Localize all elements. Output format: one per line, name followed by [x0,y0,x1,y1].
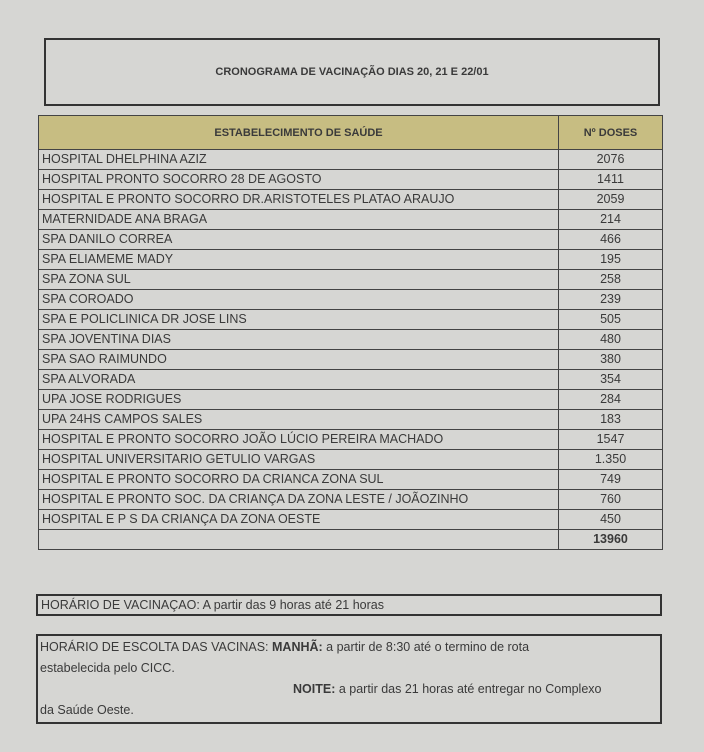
table-row [39,290,663,310]
doses-value: 195 [559,250,663,270]
establishment-name: HOSPITAL UNIVERSITARIO GETULIO VARGAS [39,450,559,470]
night-text-cont: da Saúde Oeste. [40,703,134,717]
establishment-name: SPA E POLICLINICA DR JOSE LINS [39,310,559,330]
morning-text: a partir de 8:30 até o termino de rota [322,640,530,654]
table-row [39,450,663,470]
table-row [39,370,663,390]
doses-value: 354 [559,370,663,390]
establishment-name: UPA 24HS CAMPOS SALES [39,410,559,430]
table-row [39,330,663,350]
establishment-name: SPA ELIAMEME MADY [39,250,559,270]
document-title: CRONOGRAMA DE VACINAÇÃO DIAS 20, 21 E 22/01 [215,66,489,78]
doses-value: 760 [559,490,663,510]
table-row [39,390,663,410]
establishment-name: SPA ZONA SUL [39,270,559,290]
doses-value: 2059 [559,190,663,210]
doses-value: 450 [559,510,663,530]
doses-value: 1.350 [559,450,663,470]
table-row [39,230,663,250]
table-row [39,470,663,490]
table-row [39,250,663,270]
doses-value: 239 [559,290,663,310]
table-row [39,170,663,190]
doses-value: 214 [559,210,663,230]
escort-hours-box [36,634,662,724]
establishment-name: SPA SAO RAIMUNDO [39,350,559,370]
establishment-name: HOSPITAL E P S DA CRIANÇA DA ZONA OESTE [39,510,559,530]
total-doses: 13960 [559,530,663,550]
vaccination-table [38,115,663,550]
establishment-name: UPA JOSE RODRIGUES [39,390,559,410]
doses-value: 480 [559,330,663,350]
total-row [39,530,663,550]
table-row [39,350,663,370]
night-text: a partir das 21 horas até entregar no Complexo [335,682,602,696]
table-row [39,510,663,530]
doses-value: 2076 [559,150,663,170]
establishment-name: SPA JOVENTINA DIAS [39,330,559,350]
table-row [39,150,663,170]
escort-label: HORÁRIO DE ESCOLTA DAS VACINAS: [40,640,272,654]
table-row [39,190,663,210]
establishment-name: SPA DANILO CORREA [39,230,559,250]
establishment-name: HOSPITAL DHELPHINA AZIZ [39,150,559,170]
doses-value: 183 [559,410,663,430]
vaccination-hours-text: HORÁRIO DE VACINAÇAO: A partir das 9 horas até 21 horas [41,598,384,612]
table-row [39,490,663,510]
doses-value: 1547 [559,430,663,450]
establishment-name: HOSPITAL PRONTO SOCORRO 28 DE AGOSTO [39,170,559,190]
table-row [39,210,663,230]
doses-value: 749 [559,470,663,490]
table-row [39,430,663,450]
document-title-box [44,38,660,106]
header-establishment: ESTABELECIMENTO DE SAÚDE [39,116,559,150]
doses-value: 258 [559,270,663,290]
morning-label: MANHÃ: [272,640,323,654]
doses-value: 1411 [559,170,663,190]
establishment-name: MATERNIDADE ANA BRAGA [39,210,559,230]
doses-value: 466 [559,230,663,250]
doses-value: 284 [559,390,663,410]
doses-value: 380 [559,350,663,370]
table-header-row [39,116,663,150]
table-row [39,310,663,330]
establishment-name: SPA COROADO [39,290,559,310]
establishment-name: HOSPITAL E PRONTO SOCORRO JOÃO LÚCIO PEREIRA MACHADO [39,430,559,450]
total-empty-cell [39,530,559,550]
table-row [39,410,663,430]
vaccination-hours-box [36,594,662,616]
establishment-name: HOSPITAL E PRONTO SOCORRO DR.ARISTOTELES PLATAO ARAUJO [39,190,559,210]
header-doses: Nº DOSES [559,116,663,150]
establishment-name: SPA ALVORADA [39,370,559,390]
establishment-name: HOSPITAL E PRONTO SOCORRO DA CRIANCA ZONA SUL [39,470,559,490]
night-label: NOITE: [293,682,336,696]
doses-value: 505 [559,310,663,330]
table-row [39,270,663,290]
establishment-name: HOSPITAL E PRONTO SOC. DA CRIANÇA DA ZONA LESTE / JOÃOZINHO [39,490,559,510]
morning-text-cont: estabelecida pelo CICC. [40,661,175,675]
